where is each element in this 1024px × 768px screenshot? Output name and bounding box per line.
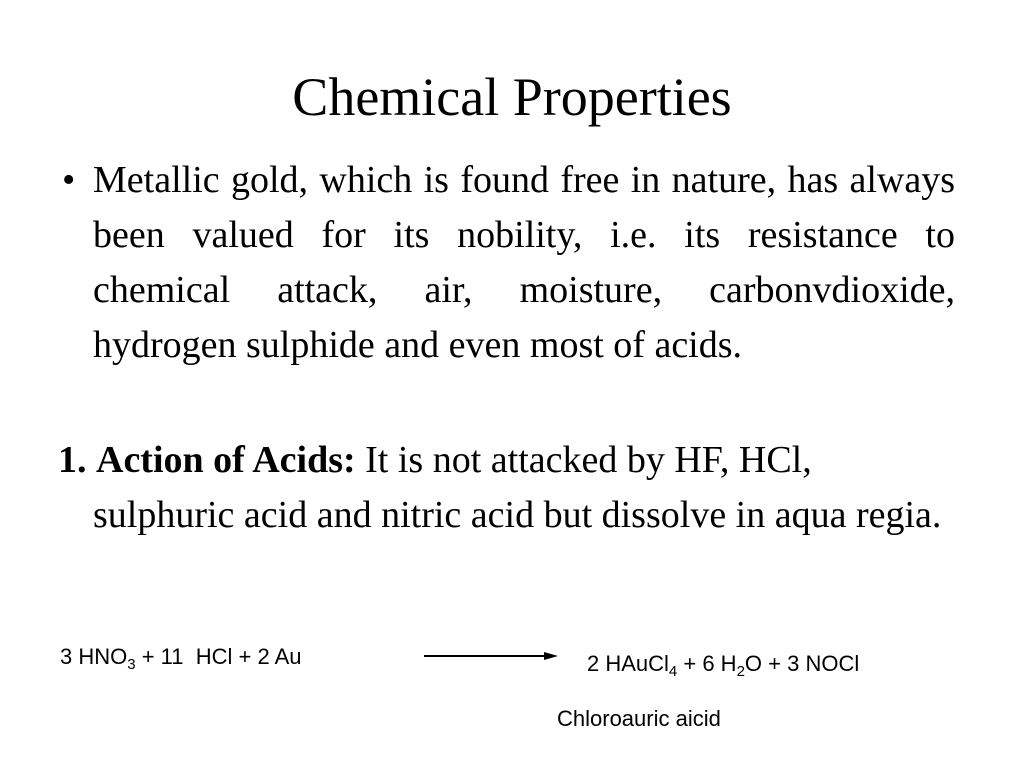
product-text-2: + 6 H <box>677 651 737 676</box>
numbered-item-first-line <box>58 433 955 488</box>
equation-caption: Chloroauric aicid <box>557 706 721 731</box>
numbered-item-continuation: sulphuric acid and nitric acid but dissolve in aqua regia. <box>93 494 942 536</box>
slide-title: Chemical Properties <box>292 67 732 127</box>
reaction-arrow-icon <box>424 646 560 666</box>
product-subscript-1: 4 <box>668 663 678 680</box>
reactant-subscript-1: 3 <box>127 656 136 673</box>
numbered-item <box>58 433 955 543</box>
bullet-item <box>62 153 955 373</box>
numbered-item-first-line-text: It is not attacked by HF, HCl, <box>365 439 812 481</box>
equation-reactants <box>60 644 302 673</box>
equation-products <box>587 651 860 680</box>
reactant-text-2: + 11 HCl + 2 Au <box>135 644 302 669</box>
numbered-item-number: 1. <box>58 439 87 481</box>
numbered-item-heading: Action of Acids: <box>96 439 356 481</box>
bullet-text: Metallic gold, which is found free in nature, has always been valued for its nobility, i.e. its resistance to chemical attack, air, moisture, carbonvdioxide, hydrogen sulphide and even most of acids. <box>93 159 955 366</box>
bullet-icon: • <box>62 159 76 201</box>
product-subscript-2: 2 <box>736 663 745 680</box>
product-text-3: O + 3 NOCl <box>744 651 860 676</box>
reactant-text-1: 3 HNO <box>60 644 128 669</box>
product-text-1: 2 HAuCl <box>587 651 669 676</box>
